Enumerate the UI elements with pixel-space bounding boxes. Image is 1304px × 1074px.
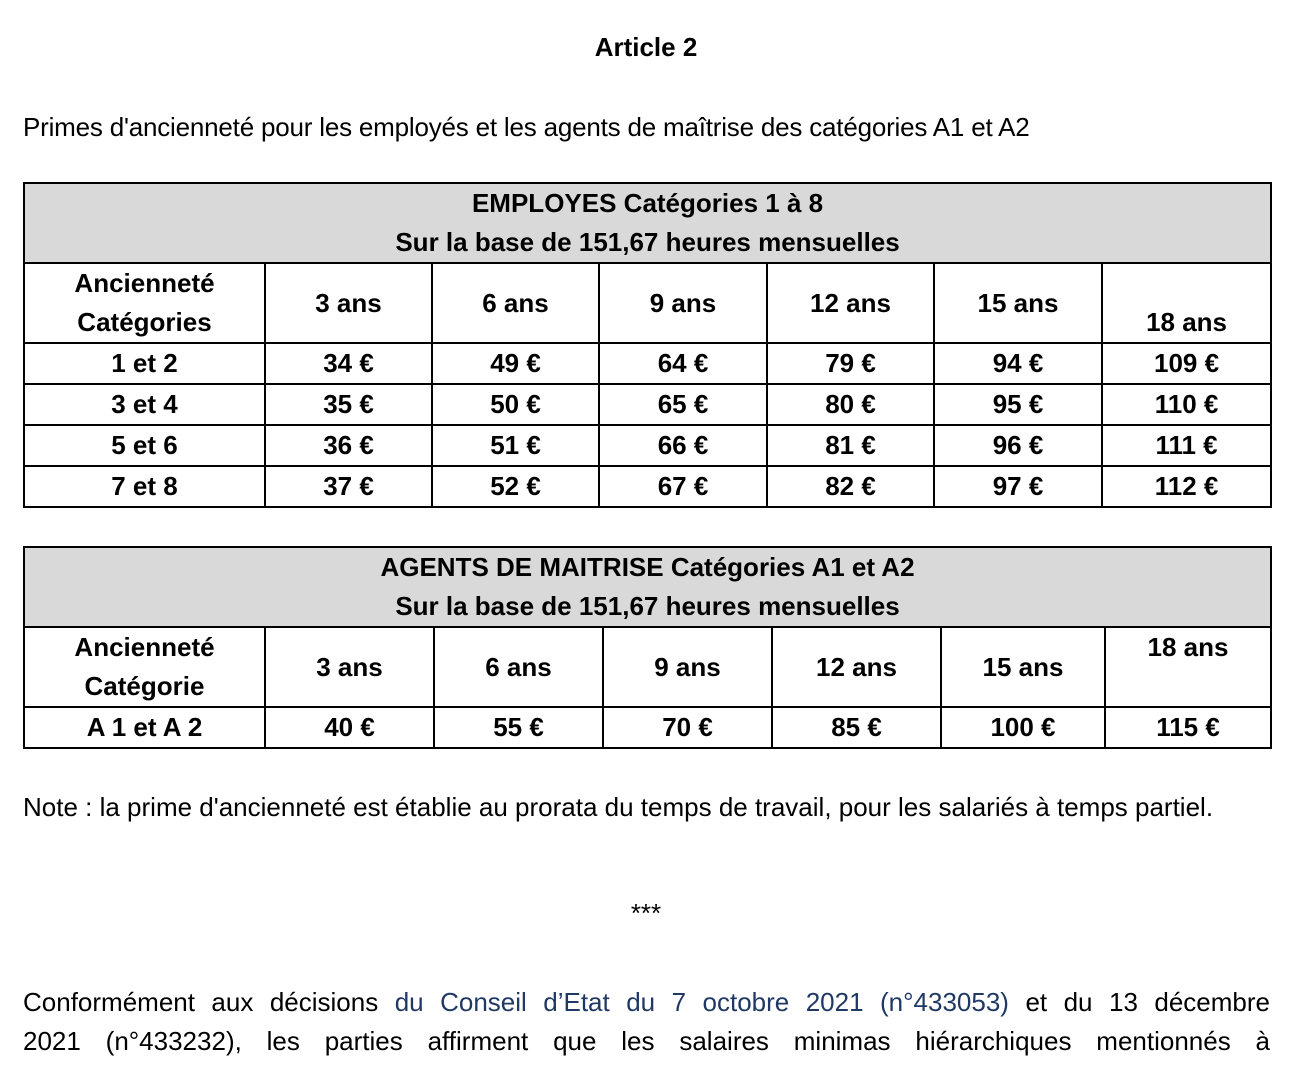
corner-line2: Catégorie — [84, 671, 205, 701]
employes-heading-line2: Sur la base de 151,67 heures mensuelles — [395, 227, 900, 257]
row-label: 7 et 8 — [24, 466, 265, 507]
table-cell: 81 € — [767, 425, 934, 466]
table-cell: 36 € — [265, 425, 432, 466]
closing-line2: 2021 (n°433232), les parties affirment que les salaires minimas hiérarchiques mentionnés à — [23, 1026, 1270, 1056]
employes-table-heading — [24, 183, 1271, 263]
agents-heading-line2: Sur la base de 151,67 heures mensuelles — [395, 591, 900, 621]
intro-text: Primes d'ancienneté pour les employés et les agents de maîtrise des catégories A1 et A2 — [23, 112, 1030, 142]
row-label: A 1 et A 2 — [24, 707, 265, 748]
table-cell: 37 € — [265, 466, 432, 507]
column-header: 3 ans — [265, 263, 432, 343]
table-cell: 70 € — [603, 707, 772, 748]
agents-corner-header — [24, 627, 265, 707]
table-cell: 100 € — [941, 707, 1105, 748]
agents-table-heading — [24, 547, 1271, 627]
column-header: 6 ans — [432, 263, 599, 343]
row-label: 1 et 2 — [24, 343, 265, 384]
table-cell: 85 € — [772, 707, 941, 748]
table-cell: 66 € — [599, 425, 767, 466]
article-title: Article 2 — [594, 32, 698, 62]
column-header: 9 ans — [599, 263, 767, 343]
column-header: 15 ans — [934, 263, 1102, 343]
table-cell: 55 € — [434, 707, 603, 748]
employes-heading-line1: EMPLOYES Catégories 1 à 8 — [471, 188, 824, 218]
employes-corner-header — [24, 263, 265, 343]
agents-heading-line1: AGENTS DE MAITRISE Catégories A1 et A2 — [380, 552, 915, 582]
table-cell: 35 € — [265, 384, 432, 425]
table-cell: 110 € — [1102, 384, 1271, 425]
table-cell: 64 € — [599, 343, 767, 384]
table-cell: 67 € — [599, 466, 767, 507]
column-header: 12 ans — [767, 263, 934, 343]
table-cell: 79 € — [767, 343, 934, 384]
table-row — [24, 343, 1271, 384]
table-cell: 115 € — [1105, 707, 1271, 748]
table-cell: 80 € — [767, 384, 934, 425]
corner-line2: Catégories — [77, 307, 212, 337]
table-cell: 94 € — [934, 343, 1102, 384]
table-cell: 51 € — [432, 425, 599, 466]
table-cell: 34 € — [265, 343, 432, 384]
conseil-etat-reference: du Conseil d’Etat du 7 octobre 2021 (n°433053) — [394, 987, 1009, 1017]
table-cell: 65 € — [599, 384, 767, 425]
closing-line1 — [23, 983, 1270, 1022]
column-header: 9 ans — [603, 627, 772, 707]
agents-table — [23, 546, 1272, 749]
separator: *** — [630, 898, 662, 928]
column-header: 15 ans — [941, 627, 1105, 707]
table-cell: 40 € — [265, 707, 434, 748]
closing-paragraph — [23, 983, 1270, 1061]
table-cell: 109 € — [1102, 343, 1271, 384]
row-label: 5 et 6 — [24, 425, 265, 466]
note-text: Note : la prime d'ancienneté est établie au prorata du temps de travail, pour les salariés à temps partiel. — [23, 792, 1214, 822]
column-header: 6 ans — [434, 627, 603, 707]
row-label: 3 et 4 — [24, 384, 265, 425]
corner-line1: Ancienneté — [74, 268, 215, 298]
table-cell: 52 € — [432, 466, 599, 507]
table-cell: 82 € — [767, 466, 934, 507]
table-cell: 96 € — [934, 425, 1102, 466]
table-cell: 112 € — [1102, 466, 1271, 507]
column-header: 3 ans — [265, 627, 434, 707]
table-row — [24, 707, 1271, 748]
table-row — [24, 425, 1271, 466]
column-header: 18 ans — [1102, 263, 1271, 343]
table-cell: 111 € — [1102, 425, 1271, 466]
closing-part3: et du 13 décembre — [1008, 987, 1270, 1017]
table-cell: 95 € — [934, 384, 1102, 425]
table-row — [24, 466, 1271, 507]
employes-table — [23, 182, 1272, 508]
column-header: 12 ans — [772, 627, 941, 707]
closing-part1: Conformément aux décisions — [23, 987, 395, 1017]
table-cell: 49 € — [432, 343, 599, 384]
table-cell: 97 € — [934, 466, 1102, 507]
column-header: 18 ans — [1105, 627, 1271, 707]
corner-line1: Ancienneté — [74, 632, 215, 662]
table-cell: 50 € — [432, 384, 599, 425]
table-row — [24, 384, 1271, 425]
